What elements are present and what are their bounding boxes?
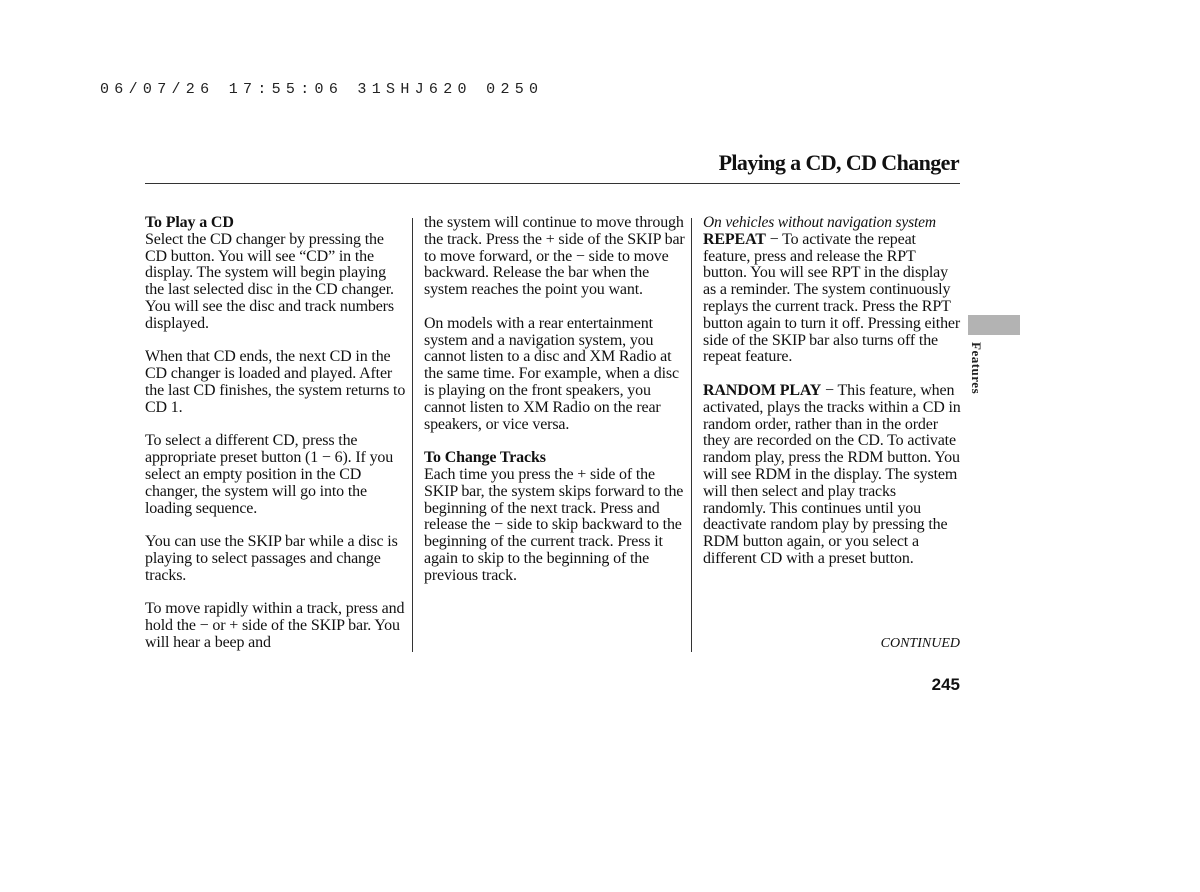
paragraph: You can use the SKIP bar while a disc is playing to select passages and change tracks. bbox=[145, 533, 398, 584]
paragraph: On models with a rear entertainment system and a navigation system, you cannot listen to a disc and XM Radio at the same time. For example, when a disc is playing on the front speakers, you cannot listen to XM Radio on the rear speakers, or vice versa. bbox=[424, 314, 679, 433]
repeat-text: − To activate the repeat feature, press and release the RPT button. You will see RPT in the display as a reminder. The system continuously replays the current track. Press the RPT button again to turn it off. Pressing either side of the SKIP bar also turns off the repeat feature. bbox=[703, 230, 961, 366]
paragraph-repeat bbox=[703, 232, 961, 366]
random-play-text: − This feature, when activated, plays the tracks within a CD in random order, rather than in the order they are recorded on the CD. To activate random play, press the RDM button. You will see RDM in the display. The system will then select and play tracks randomly. This continues until you deactivate random play by pressing the RDM button again, or you select a different CD with a preset button. bbox=[703, 381, 961, 567]
repeat-label: REPEAT bbox=[703, 230, 766, 248]
column-divider bbox=[412, 218, 413, 652]
column-divider bbox=[691, 218, 692, 652]
paragraph: Select the CD changer by pressing the CD button. You will see “CD” in the display. The system will begin playing the last selected disc in the CD changer. You will see the disc and track numbers displayed. bbox=[145, 230, 394, 332]
paragraph: the system will continue to move through the track. Press the + side of the SKIP bar to move forward, or the − side to move backward. Release the bar when the system reaches the point you want. bbox=[424, 214, 685, 299]
paragraph: To select a different CD, press the appropriate preset button (1 − 6). If you select an empty position in the CD changer, the system will go into the loading sequence. bbox=[145, 432, 394, 517]
continued-note: CONTINUED bbox=[880, 636, 960, 651]
page-title: Playing a CD, CD Changer bbox=[718, 150, 959, 175]
section-tab bbox=[968, 315, 1020, 335]
paragraph: When that CD ends, the next CD in the CD changer is loaded and played. After the last CD finishes, the system returns to CD 1. bbox=[145, 348, 406, 416]
subheading-no-navigation: On vehicles without navigation system bbox=[703, 214, 936, 231]
section-heading-play-cd: To Play a CD bbox=[145, 214, 234, 231]
column-1 bbox=[145, 215, 407, 669]
section-heading-change-tracks: To Change Tracks bbox=[424, 449, 546, 467]
column-2 bbox=[424, 215, 686, 601]
random-play-label: RANDOM PLAY bbox=[703, 381, 822, 399]
paragraph: Each time you press the + side of the SKIP bar, the system skips forward to the beginning of the next track. Press and release the − side to skip backward to the beginning of the current track. Press it again to skip to the beginning of the previous track. bbox=[424, 465, 684, 584]
paragraph-random-play bbox=[703, 383, 961, 568]
print-stamp: 06/07/26 17:55:06 31SHJ620 0250 bbox=[100, 81, 544, 98]
title-rule bbox=[145, 183, 960, 184]
column-3 bbox=[703, 215, 961, 585]
paragraph: To move rapidly within a track, press and hold the − or + side of the SKIP bar. You will hear a beep and bbox=[145, 600, 405, 651]
page-number: 245 bbox=[931, 675, 960, 694]
section-tab-label: Features bbox=[969, 342, 984, 395]
